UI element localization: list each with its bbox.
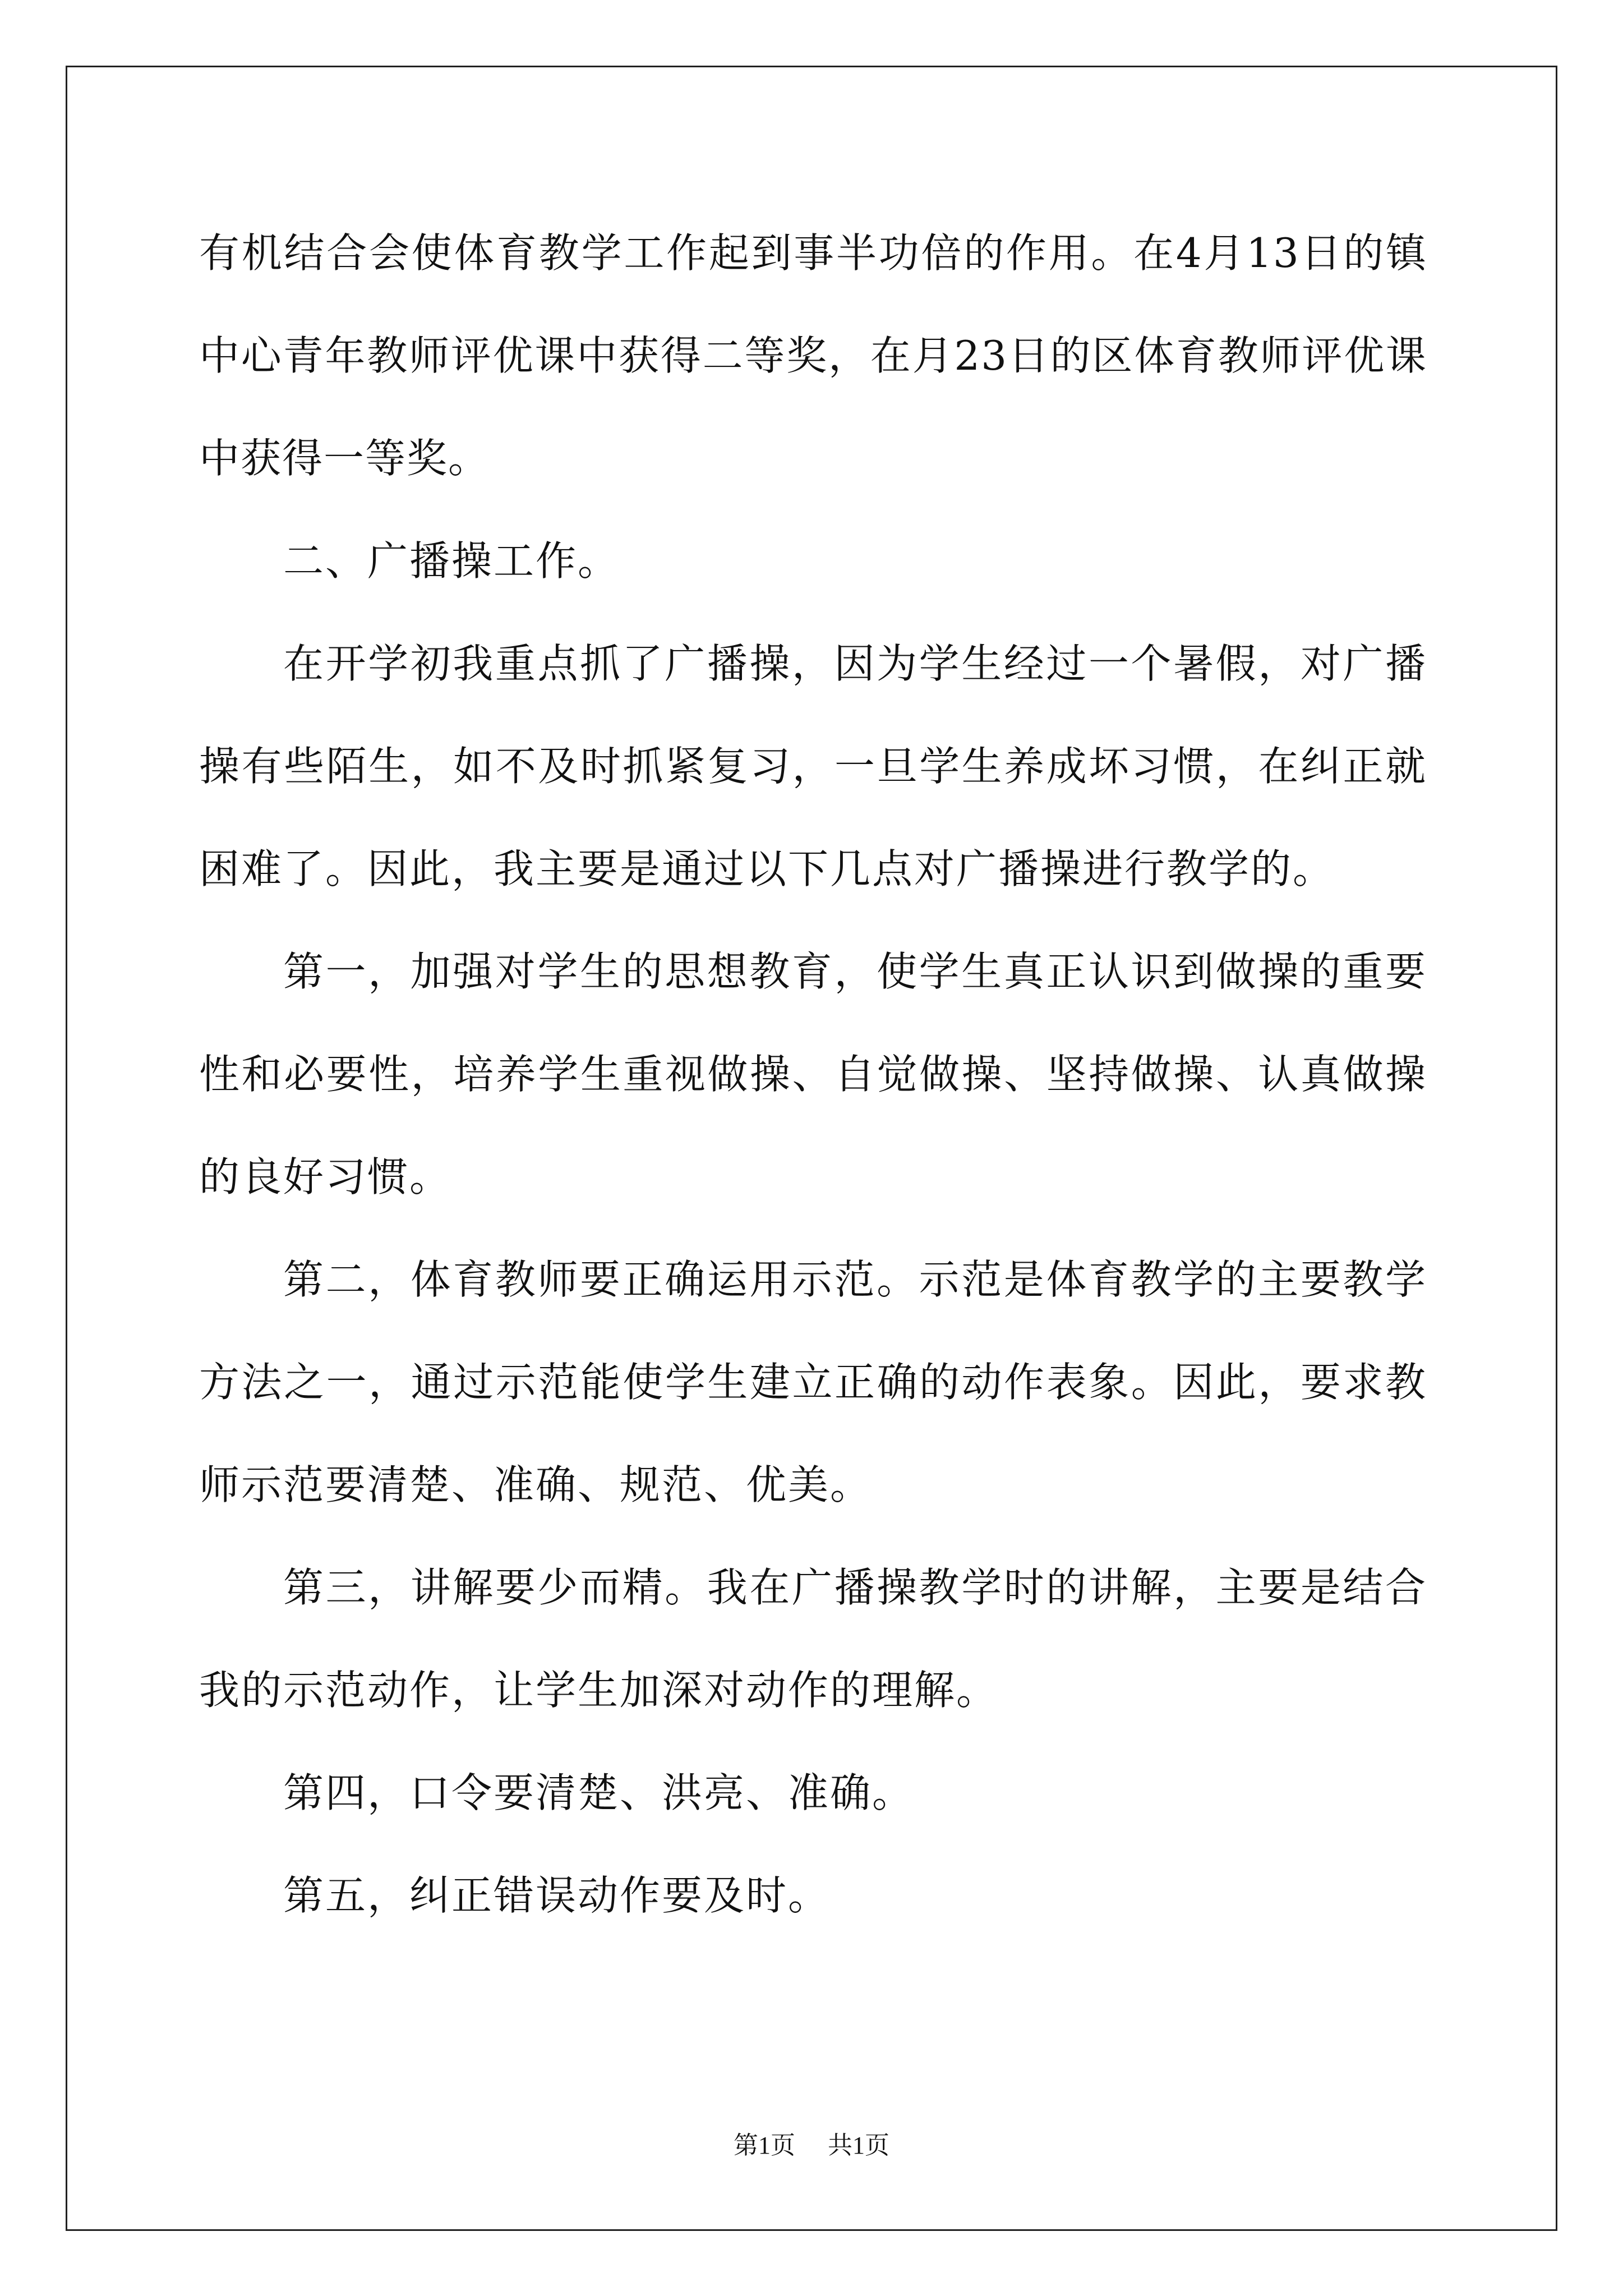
paragraph-1: 有机结合会使体育教学工作起到事半功倍的作用。在4月13日的镇中心青年教师评优课中获得二等奖，在月23日的区体育教师评优课中获得一等奖。 [199, 229, 1427, 482]
paragraph-3: 在开学初我重点抓了广播操，因为学生经过一个暑假，对广播操有些陌生，如不及时抓紧复习，一旦学生养成坏习惯，在纠正就困难了。因此，我主要是通过以下几点对广播操进行教学的。 [199, 640, 1427, 892]
page-total: 共1页 [828, 2132, 889, 2159]
page-number: 第1页 [734, 2132, 795, 2159]
paragraph-point-4: 第四，口令要清楚、洪亮、准确。 [283, 1769, 915, 1816]
section-heading-broadcast-exercise: 二、广播操工作。 [283, 537, 620, 585]
paragraph-point-1: 第一，加强对学生的思想教育，使学生真正认识到做操的重要性和必要性，培养学生重视做操、自觉做操、坚持做操、认真做操的良好习惯。 [199, 948, 1427, 1200]
paragraph-point-5: 第五，纠正错误动作要及时。 [283, 1872, 831, 1919]
paragraph-point-3: 第三，讲解要少而精。我在广播操教学时的讲解，主要是结合我的示范动作，让学生加深对动作的理解。 [199, 1564, 1427, 1714]
page-footer [0, 2129, 1623, 2162]
paragraph-point-2: 第二，体育教师要正确运用示范。示范是体育教学的主要教学方法之一，通过示范能使学生建立正确的动作表象。因此，要求教师示范要清楚、准确、规范、优美。 [199, 1256, 1427, 1508]
document-body [199, 202, 1427, 1947]
